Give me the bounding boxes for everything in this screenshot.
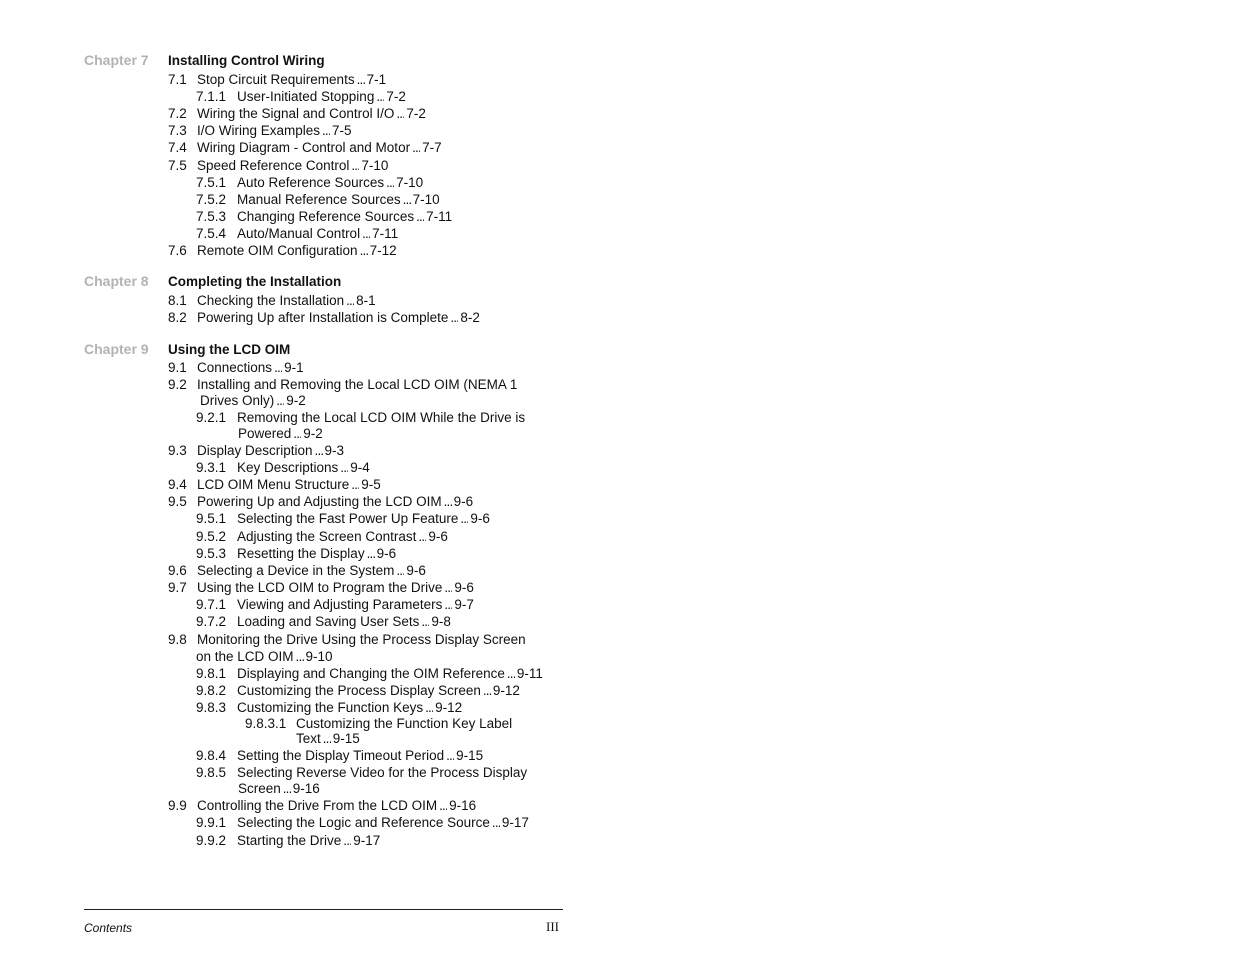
entry-number: 9.2.1 bbox=[196, 410, 227, 425]
dot-leader bbox=[507, 665, 515, 682]
entry-title: Auto Reference Sources bbox=[237, 175, 385, 190]
dot-leader bbox=[444, 596, 452, 613]
entry-page: 9-7 bbox=[454, 597, 474, 612]
entry-number: 9.7.2 bbox=[196, 614, 227, 629]
dot-leader bbox=[296, 648, 304, 665]
footer-divider bbox=[84, 909, 563, 910]
entry-page: 9-6 bbox=[376, 546, 397, 561]
toc-entry-first-line[interactable] bbox=[196, 409, 525, 426]
entry-title: Display Description bbox=[197, 443, 313, 458]
entry-number: 8.1 bbox=[168, 293, 187, 308]
entry-number: 9.7 bbox=[168, 580, 187, 595]
entry-page: 9-12 bbox=[435, 700, 463, 715]
entry-page: 9-10 bbox=[305, 649, 333, 664]
entry-page: 7-5 bbox=[332, 123, 352, 138]
entry-number: 9.2 bbox=[168, 377, 187, 392]
entry-page: 7-10 bbox=[396, 175, 424, 190]
entry-number: 9.6 bbox=[168, 563, 187, 578]
entry-title: Changing Reference Sources bbox=[237, 209, 415, 224]
entry-title: Connections bbox=[197, 360, 273, 375]
dot-leader bbox=[276, 392, 284, 409]
entry-title-continued: Powered bbox=[238, 426, 292, 441]
entry-page: 7-2 bbox=[386, 89, 406, 104]
entry-number: 9.8.5 bbox=[196, 765, 227, 780]
entry-page: 8-1 bbox=[356, 293, 376, 308]
entry-page: 9-15 bbox=[456, 748, 484, 763]
entry-title: Key Descriptions bbox=[237, 460, 339, 475]
entry-title: Customizing the Function Keys bbox=[237, 700, 424, 715]
entry-page: 7-10 bbox=[361, 158, 389, 173]
entry-number: 9.8.3.1 bbox=[245, 716, 287, 731]
entry-number: 7.5.2 bbox=[196, 192, 227, 207]
entry-page: 9-12 bbox=[492, 683, 520, 698]
entry-page: 7-12 bbox=[369, 243, 397, 258]
entry-number: 9.9.1 bbox=[196, 815, 227, 830]
dot-leader bbox=[446, 747, 454, 764]
entry-number: 9.5.1 bbox=[196, 511, 227, 526]
entry-page: 9-6 bbox=[470, 511, 490, 526]
dot-leader bbox=[439, 797, 447, 814]
entry-page: 9-15 bbox=[332, 731, 360, 746]
dot-leader bbox=[323, 730, 331, 747]
entry-page: 7-1 bbox=[366, 72, 387, 87]
entry-page: 9-17 bbox=[501, 815, 529, 830]
entry-title: Resetting the Display bbox=[237, 546, 365, 561]
dot-leader bbox=[483, 682, 491, 699]
entry-page: 7-7 bbox=[422, 140, 442, 155]
entry-title: Customizing the Function Key Label bbox=[296, 716, 513, 731]
dot-leader bbox=[351, 157, 359, 174]
entry-page: 9-6 bbox=[454, 580, 474, 595]
entry-title: Installing and Removing the Local LCD OIM (NEMA 1 bbox=[197, 377, 518, 392]
dot-leader bbox=[444, 579, 452, 596]
dot-leader bbox=[396, 562, 404, 579]
entry-title: Adjusting the Screen Contrast bbox=[237, 529, 417, 544]
entry-page: 9-1 bbox=[284, 360, 304, 375]
entry-number: 9.9 bbox=[168, 798, 187, 813]
dot-leader bbox=[416, 208, 424, 225]
entry-title: Stop Circuit Requirements bbox=[197, 72, 355, 87]
dot-leader bbox=[315, 442, 323, 459]
dot-leader bbox=[376, 88, 384, 105]
entry-number: 9.5.2 bbox=[196, 529, 227, 544]
entry-title-continued: Screen bbox=[238, 781, 281, 796]
toc-entry-first-line[interactable] bbox=[245, 715, 512, 732]
entry-number: 7.1.1 bbox=[196, 89, 227, 104]
entry-page: 7-2 bbox=[406, 106, 426, 121]
entry-title: Powering Up after Installation is Complete bbox=[197, 310, 449, 325]
entry-page: 9-16 bbox=[449, 798, 477, 813]
entry-number: 9.4 bbox=[168, 477, 187, 492]
dot-leader bbox=[357, 71, 365, 88]
entry-title: Auto/Manual Control bbox=[237, 226, 361, 241]
entry-number: 8.2 bbox=[168, 310, 187, 325]
entry-title: Monitoring the Drive Using the Process Display Screen bbox=[197, 632, 526, 647]
entry-title: Wiring the Signal and Control I/O bbox=[197, 106, 395, 121]
entry-title: Wiring Diagram - Control and Motor bbox=[197, 140, 411, 155]
dot-leader bbox=[322, 122, 330, 139]
chapter-label: Chapter 7 bbox=[84, 52, 149, 68]
dot-leader bbox=[403, 191, 411, 208]
dot-leader bbox=[343, 832, 351, 849]
entry-title: I/O Wiring Examples bbox=[197, 123, 321, 138]
dot-leader bbox=[362, 225, 370, 242]
entry-number: 9.5 bbox=[168, 494, 187, 509]
entry-number: 9.1 bbox=[168, 360, 187, 375]
entry-title: Selecting the Logic and Reference Source bbox=[237, 815, 490, 830]
entry-page: 9-2 bbox=[303, 426, 323, 441]
entry-number: 9.5.3 bbox=[196, 546, 227, 561]
entry-number: 9.8.2 bbox=[196, 683, 227, 698]
entry-number: 7.6 bbox=[168, 243, 187, 258]
dot-leader bbox=[340, 459, 348, 476]
entry-page: 9-8 bbox=[431, 614, 451, 629]
chapter-label: Chapter 9 bbox=[84, 341, 149, 357]
entry-number: 7.1 bbox=[168, 72, 187, 87]
dot-leader bbox=[425, 699, 433, 716]
entry-title: Selecting the Fast Power Up Feature bbox=[237, 511, 459, 526]
entry-page: 7-10 bbox=[412, 192, 440, 207]
entry-title: Using the LCD OIM to Program the Drive bbox=[197, 580, 443, 595]
entry-page: 9-4 bbox=[350, 460, 370, 475]
entry-title: Selecting a Device in the System bbox=[197, 563, 395, 578]
dot-leader bbox=[418, 528, 426, 545]
entry-number: 7.5.1 bbox=[196, 175, 227, 190]
chapter-title: Completing the Installation bbox=[168, 274, 342, 289]
dot-leader bbox=[283, 780, 291, 797]
entry-title-continued: on the LCD OIM bbox=[196, 649, 294, 664]
entry-page: 9-16 bbox=[292, 781, 320, 796]
entry-number: 9.7.1 bbox=[196, 597, 227, 612]
dot-leader bbox=[293, 425, 301, 442]
dot-leader bbox=[396, 105, 404, 122]
dot-leader bbox=[492, 814, 500, 831]
entry-page: 9-5 bbox=[361, 477, 381, 492]
dot-leader bbox=[367, 545, 375, 562]
toc-entry-first-line[interactable] bbox=[168, 631, 526, 648]
entry-number: 7.3 bbox=[168, 123, 187, 138]
toc-entry-first-line[interactable] bbox=[196, 764, 527, 781]
chapter-title: Using the LCD OIM bbox=[168, 342, 291, 357]
entry-title: Customizing the Process Display Screen bbox=[237, 683, 481, 698]
dot-leader bbox=[421, 613, 429, 630]
entry-title: Selecting Reverse Video for the Process Display bbox=[237, 765, 528, 780]
entry-number: 7.5.3 bbox=[196, 209, 227, 224]
entry-title-continued: Drives Only) bbox=[200, 393, 275, 408]
entry-page: 8-2 bbox=[460, 310, 480, 325]
toc-entry-first-line[interactable] bbox=[168, 376, 517, 393]
entry-number: 7.4 bbox=[168, 140, 187, 155]
entry-title-continued: Text bbox=[296, 731, 321, 746]
entry-title: Controlling the Drive From the LCD OIM bbox=[197, 798, 438, 813]
entry-page: 7-11 bbox=[372, 226, 399, 241]
entry-number: 9.8.3 bbox=[196, 700, 227, 715]
entry-number: 9.8.1 bbox=[196, 666, 227, 681]
dot-leader bbox=[412, 139, 420, 156]
entry-title: Powering Up and Adjusting the LCD OIM bbox=[197, 494, 442, 509]
dot-leader bbox=[450, 309, 458, 326]
entry-page: 9-17 bbox=[353, 833, 381, 848]
entry-title: Displaying and Changing the OIM Reference bbox=[237, 666, 505, 681]
entry-number: 9.8.4 bbox=[196, 748, 227, 763]
entry-title: User-Initiated Stopping bbox=[237, 89, 375, 104]
entry-page: 9-6 bbox=[453, 494, 474, 509]
entry-title: LCD OIM Menu Structure bbox=[197, 477, 350, 492]
entry-title: Starting the Drive bbox=[237, 833, 342, 848]
entry-page: 9-2 bbox=[286, 393, 306, 408]
entry-title: Manual Reference Sources bbox=[237, 192, 401, 207]
dot-leader bbox=[274, 359, 282, 376]
dot-leader bbox=[360, 242, 368, 259]
entry-page: 9-11 bbox=[516, 666, 543, 681]
entry-title: Setting the Display Timeout Period bbox=[237, 748, 445, 763]
chapter-title: Installing Control Wiring bbox=[168, 53, 325, 68]
entry-title: Viewing and Adjusting Parameters bbox=[237, 597, 443, 612]
entry-number: 7.2 bbox=[168, 106, 187, 121]
entry-title: Checking the Installation bbox=[197, 293, 345, 308]
entry-page: 9-3 bbox=[324, 443, 345, 458]
entry-number: 9.8 bbox=[168, 632, 187, 647]
entry-number: 9.9.2 bbox=[196, 833, 227, 848]
dot-leader bbox=[351, 476, 359, 493]
entry-number: 9.3 bbox=[168, 443, 187, 458]
footer-section-name: Contents bbox=[84, 921, 133, 935]
dot-leader bbox=[444, 493, 452, 510]
dot-leader bbox=[386, 174, 394, 191]
entry-number: 9.3.1 bbox=[196, 460, 227, 475]
entry-title: Removing the Local LCD OIM While the Drive is bbox=[237, 410, 526, 425]
table-of-contents bbox=[0, 0, 600, 954]
chapter-label: Chapter 8 bbox=[84, 273, 149, 289]
entry-title: Remote OIM Configuration bbox=[197, 243, 358, 258]
entry-number: 7.5.4 bbox=[196, 226, 227, 241]
footer-page-number: III bbox=[546, 919, 559, 934]
entry-title: Speed Reference Control bbox=[197, 158, 350, 173]
dot-leader bbox=[346, 292, 354, 309]
entry-page: 9-6 bbox=[406, 563, 426, 578]
dot-leader bbox=[460, 510, 468, 527]
entry-number: 7.5 bbox=[168, 158, 187, 173]
entry-page: 7-11 bbox=[426, 209, 453, 224]
entry-page: 9-6 bbox=[428, 529, 448, 544]
entry-title: Loading and Saving User Sets bbox=[237, 614, 420, 629]
